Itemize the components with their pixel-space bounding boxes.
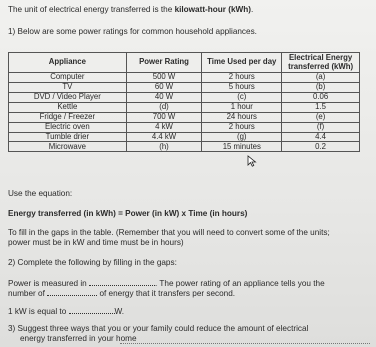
cell-time-used: 2 hours — [202, 122, 282, 132]
cell-energy: 1.5 — [282, 102, 360, 112]
cell-appliance: Tumble drier — [9, 132, 127, 142]
equation-label: Use the equation: — [8, 189, 73, 198]
gap-1-blank[interactable] — [89, 277, 155, 286]
question-1: 1) Below are some power ratings for common household appliances. — [8, 27, 257, 36]
header-energy-transferred: Electrical Energy transferred (kWh) — [282, 53, 360, 73]
cell-power-rating: 40 W — [126, 92, 202, 102]
cell-time-used: 24 hours — [202, 112, 282, 122]
table-body — [9, 73, 360, 152]
cell-energy: 4.4 — [282, 132, 360, 142]
cell-time-used: 15 minutes — [202, 142, 282, 152]
gap-3-text-start: 1 kW is equal to — [8, 307, 67, 316]
question-3-line-2: energy transferred in your home — [20, 334, 137, 343]
cell-energy: 0.06 — [282, 92, 360, 102]
cell-appliance: DVD / Video Player — [9, 92, 127, 102]
cell-energy[interactable]: (a) — [282, 73, 360, 83]
power-ratings-table — [8, 52, 360, 152]
cell-power-rating: 700 W — [126, 112, 202, 122]
cell-appliance: Microwave — [9, 142, 127, 152]
gap-1-text-start: Power is measured in — [8, 279, 87, 288]
intro-text: The unit of electrical energy transferred is the kilowatt-hour (kWh). — [8, 5, 254, 14]
header-power-rating: Power Rating — [126, 53, 202, 73]
cell-power-rating[interactable]: (d) — [126, 102, 202, 112]
table-row — [9, 142, 360, 152]
cell-time-used: 2 hours — [202, 73, 282, 83]
cell-power-rating: 500 W — [126, 73, 202, 83]
cell-power-rating: 4 kW — [126, 122, 202, 132]
cell-time-used: 1 hour — [202, 102, 282, 112]
intro-emphasis: kilowatt-hour (kWh) — [174, 5, 251, 14]
table-row — [9, 92, 360, 102]
cell-energy: 0.2 — [282, 142, 360, 152]
cell-appliance: Fridge / Freezer — [9, 112, 127, 122]
gap-3-text-end: W. — [114, 307, 125, 316]
table-row — [9, 102, 360, 112]
instruction-line-2: power must be in kW and time must be in hours) — [8, 238, 184, 247]
table-row — [9, 122, 360, 132]
table-row — [9, 73, 360, 83]
mouse-cursor-icon — [247, 155, 257, 167]
question-2: 2) Complete the following by filling in the gaps: — [8, 258, 177, 267]
cell-power-rating: 60 W — [126, 83, 202, 93]
cell-appliance: Computer — [9, 73, 127, 83]
cell-power-rating[interactable]: (h) — [126, 142, 202, 152]
gap-3-blank[interactable] — [69, 305, 115, 314]
cell-appliance: Kettle — [9, 102, 127, 112]
cell-appliance: Electric oven — [9, 122, 127, 132]
header-appliance: Appliance — [9, 53, 127, 73]
cell-power-rating: 4.4 kW — [126, 132, 202, 142]
gap-2-text-end: of energy that it transfers per second. — [99, 289, 236, 298]
cell-energy[interactable]: (f) — [282, 122, 360, 132]
cell-time-used[interactable]: (g) — [202, 132, 282, 142]
gap-1-text-end: . The power rating of an appliance tells you the — [155, 279, 325, 288]
instruction-line-1: To fill in the gaps in the table. (Remember that you will need to convert some of the units; — [8, 228, 330, 237]
table-header-row — [9, 53, 360, 73]
cell-energy[interactable]: (e) — [282, 112, 360, 122]
gap-sentence-3 — [8, 305, 124, 317]
cell-time-used: 5 hours — [202, 83, 282, 93]
question-3-line-1: 3) Suggest three ways that you or your family could reduce the amount of electrical — [8, 324, 309, 333]
cell-energy[interactable]: (b) — [282, 83, 360, 93]
gap-2-blank[interactable] — [47, 287, 97, 296]
table-row — [9, 83, 360, 93]
gap-2-text-start: number of — [8, 289, 45, 298]
header-time-used: Time Used per day — [202, 53, 282, 73]
cell-appliance: TV — [9, 83, 127, 93]
equation-text: Energy transferred (in kWh) = Power (in kW) x Time (in hours) — [8, 209, 248, 218]
table-row — [9, 132, 360, 142]
answer-line[interactable] — [120, 343, 370, 344]
table-row — [9, 112, 360, 122]
gap-sentence-2 — [8, 287, 235, 299]
cell-time-used[interactable]: (c) — [202, 92, 282, 102]
